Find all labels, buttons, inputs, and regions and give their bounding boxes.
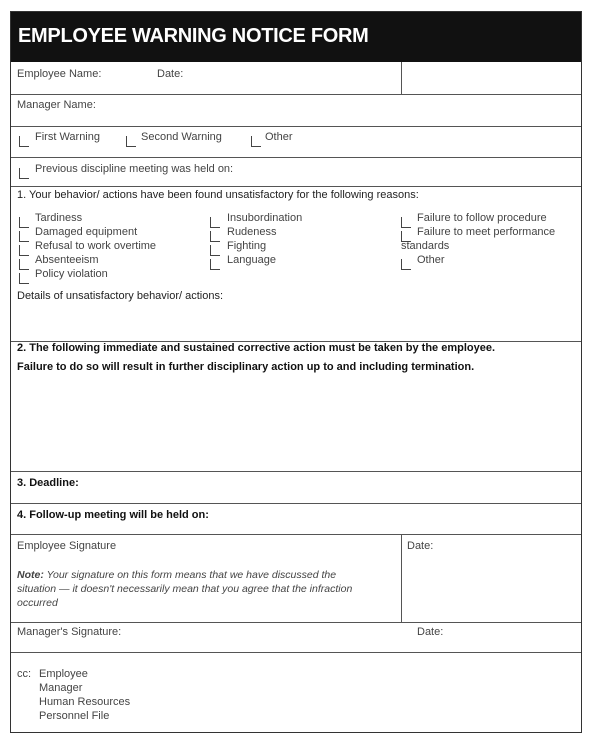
reason-label: Rudeness xyxy=(227,226,277,238)
divider xyxy=(11,186,581,187)
divider xyxy=(11,157,581,158)
note-prefix: Note: xyxy=(17,569,44,581)
reason-checkbox[interactable] xyxy=(19,231,29,242)
reason-label: Policy violation xyxy=(35,268,108,280)
signature-divider xyxy=(401,534,402,622)
manager-name-label: Manager Name: xyxy=(17,99,96,111)
reason-label: Failure to meet performance xyxy=(417,226,556,238)
divider xyxy=(11,126,581,127)
reason-label: Tardiness xyxy=(35,212,83,224)
signature-note xyxy=(17,569,336,581)
reason-label: Failure to follow procedure xyxy=(417,212,547,224)
reason-checkbox[interactable] xyxy=(19,273,29,284)
reason-label: Refusal to work overtime xyxy=(35,240,157,252)
divider xyxy=(11,471,581,472)
cc-item: Human Resources xyxy=(39,696,131,708)
divider xyxy=(11,503,581,504)
row1-divider xyxy=(401,62,402,94)
previous-discipline-label: Previous discipline meeting was held on: xyxy=(35,163,234,175)
reason-checkbox[interactable] xyxy=(210,217,220,228)
warning-notice-form xyxy=(10,11,582,733)
employee-name-label: Employee Name: xyxy=(17,68,102,80)
reason-label: Fighting xyxy=(227,240,267,252)
other-warning-checkbox[interactable] xyxy=(251,136,261,147)
section1-heading: 1. Your behavior/ actions have been found unsatisfactory for the following reasons: xyxy=(17,189,419,201)
reason-checkbox[interactable] xyxy=(19,259,29,270)
followup-label: 4. Follow-up meeting will be held on: xyxy=(17,509,209,521)
employee-signature-label: Employee Signature xyxy=(17,540,117,552)
first-warning-label: First Warning xyxy=(35,131,100,143)
note-line2: situation — it doesn't necessarily mean that you agree that the infraction xyxy=(17,583,353,595)
divider xyxy=(11,622,581,623)
reason-label-continuation: standards xyxy=(401,240,450,252)
deadline-label: 3. Deadline: xyxy=(17,477,79,489)
divider xyxy=(11,534,581,535)
divider xyxy=(11,94,581,95)
previous-discipline-checkbox[interactable] xyxy=(19,168,29,179)
section2-line1: 2. The following immediate and sustained corrective action must be taken by the employee. xyxy=(17,342,496,354)
manager-signature-label: Manager's Signature: xyxy=(17,626,122,638)
employee-signature-date-label: Date: xyxy=(407,540,434,552)
form-title: EMPLOYEE WARNING NOTICE FORM xyxy=(18,25,369,47)
cc-item: Personnel File xyxy=(39,710,110,722)
reason-label: Other xyxy=(417,254,445,266)
reason-checkbox[interactable] xyxy=(401,259,411,270)
note-line3: occurred xyxy=(17,597,58,609)
second-warning-checkbox[interactable] xyxy=(126,136,136,147)
first-warning-checkbox[interactable] xyxy=(19,136,29,147)
date-label: Date: xyxy=(157,68,184,80)
second-warning-label: Second Warning xyxy=(141,131,222,143)
form-header xyxy=(11,12,581,62)
section2-line2: Failure to do so will result in further disciplinary action up to and including termination. xyxy=(17,361,475,373)
reason-label: Insubordination xyxy=(227,212,303,224)
cc-label: cc: xyxy=(17,668,32,680)
reason-checkbox[interactable] xyxy=(210,259,220,270)
cc-item: Manager xyxy=(39,682,83,694)
cc-item: Employee xyxy=(39,668,88,680)
reason-label: Absenteeism xyxy=(35,254,99,266)
reason-checkbox[interactable] xyxy=(401,217,411,228)
reason-checkbox[interactable] xyxy=(19,217,29,228)
reason-checkbox[interactable] xyxy=(19,245,29,256)
reason-checkbox[interactable] xyxy=(210,245,220,256)
divider xyxy=(11,652,581,653)
details-label: Details of unsatisfactory behavior/ actions: xyxy=(17,290,224,302)
other-warning-label: Other xyxy=(265,131,293,143)
note-line1: Your signature on this form means that we have discussed the xyxy=(43,569,337,581)
manager-signature-date-label: Date: xyxy=(417,626,444,638)
reason-checkbox[interactable] xyxy=(210,231,220,242)
reason-label: Language xyxy=(227,254,276,266)
reason-label: Damaged equipment xyxy=(35,226,138,238)
